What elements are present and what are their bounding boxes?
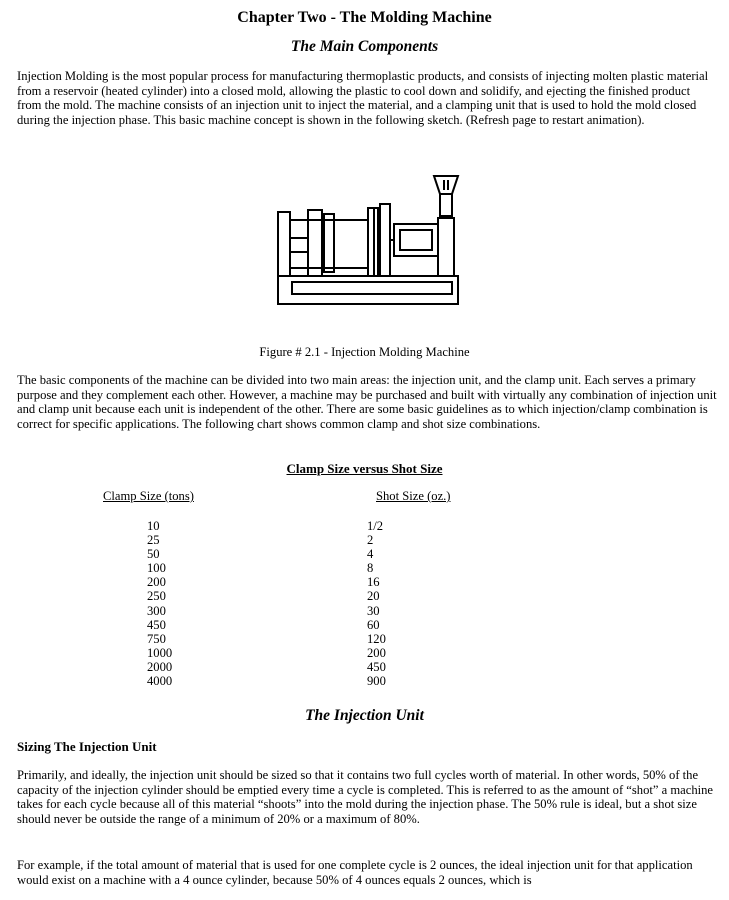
clamp-size-cell: 100 <box>147 561 166 576</box>
clamp-size-cell: 25 <box>147 533 160 548</box>
clamp-size-cell: 50 <box>147 547 160 562</box>
section-title-main-components: The Main Components <box>290 38 439 55</box>
clamp-size-cell: 1000 <box>147 645 173 660</box>
machine-base <box>278 276 458 304</box>
section-title-injection-unit: The Injection Unit <box>305 707 424 724</box>
intro-paragraph: Injection Molding is the most popular process for manufacturing thermoplastic products, and consists of injecting molten plastic material from a reservoir (heated cylinder) into a closed mold, allowing the plastic to cool down and solidify, and ejecting the finished product from the mold. The machine consists of an injection unit to inject the material, and a clamping unit that is used to hold the mold closed during the injection phase. This basic machine concept is shown in the following sketch. (Refresh page to restart animation). <box>17 69 709 127</box>
clamp-size-cell: 250 <box>147 589 166 604</box>
table-title: Clamp Size versus Shot Size <box>286 461 443 476</box>
clamp-size-cell: 300 <box>147 603 166 618</box>
mold-half-stationary <box>380 204 390 276</box>
shot-size-column <box>367 519 386 688</box>
figure-caption: Figure # 2.1 - Injection Molding Machine <box>259 345 470 359</box>
shot-size-cell: 900 <box>367 674 386 689</box>
shot-size-cell: 60 <box>367 617 380 632</box>
shot-size-cell: 30 <box>367 603 380 618</box>
clamp-size-cell: 10 <box>147 519 160 533</box>
sizing-paragraph: Primarily, and ideally, the injection unit should be sized so that it contains two full cycles worth of material. In other words, 50% of the capacity of the injection cylinder should be emptied every time a cycle is completed. This is referred to as the amount of “shot” a machine takes for each cycle because all of this material “shoots” into the mold during the injection phase. The 50% rule is ideal, but a shot size should never be outside the range of a minimum of 20% or a maximum of 80%. <box>17 768 714 826</box>
column-header-shot-size: Shot Size (oz.) <box>376 489 451 503</box>
shot-size-cell: 20 <box>367 589 380 604</box>
clamp-size-cell: 2000 <box>147 659 173 674</box>
clamp-size-cell: 4000 <box>147 674 173 689</box>
shot-size-cell: 2 <box>367 533 374 548</box>
shot-size-cell: 4 <box>367 547 374 562</box>
column-header-clamp-size: Clamp Size (tons) <box>103 489 194 503</box>
shot-size-cell: 200 <box>367 645 386 660</box>
subsection-title-sizing: Sizing The Injection Unit <box>17 739 157 754</box>
shot-size-cell: 120 <box>367 631 386 646</box>
clamp-cylinder <box>290 238 308 252</box>
clamp-size-column <box>147 519 172 688</box>
clamp-size-cell: 200 <box>147 575 166 590</box>
page-title: Chapter Two - The Molding Machine <box>237 9 492 26</box>
components-paragraph: The basic components of the machine can be divided into two main areas: the injection unit, and the clamp unit. Each serves a primary purpose and they complement each other. However, a machine may be purchased and built with virtually any combination of injection unit and clamp unit because each unit is independent of the other. There are some basic guidelines as to which injection/clamp combination is correct for specific applications. The following chart shows common clamp and shot size combinations. <box>17 373 717 431</box>
mold-half-moving <box>324 214 334 272</box>
machine-base-inner <box>292 282 452 294</box>
clamp-rear-platen <box>278 212 290 276</box>
shot-size-cell: 1/2 <box>367 519 384 533</box>
shot-size-cell: 16 <box>367 575 380 590</box>
clamp-size-cell: 750 <box>147 631 166 646</box>
clamp-size-cell: 450 <box>147 617 166 632</box>
injection-drive <box>438 218 454 276</box>
shot-size-cell: 8 <box>367 561 374 576</box>
shot-size-cell: 450 <box>367 659 386 674</box>
example-paragraph: For example, if the total amount of material that is used for one complete cycle is 2 ounces, the ideal injection unit for that application would exist on a machine with a 4 ounce cylinder, because 50% of 4 ounces equals 2 ounces, which is <box>17 858 693 887</box>
injection-molding-machine-figure <box>268 172 464 322</box>
hopper <box>434 176 458 194</box>
